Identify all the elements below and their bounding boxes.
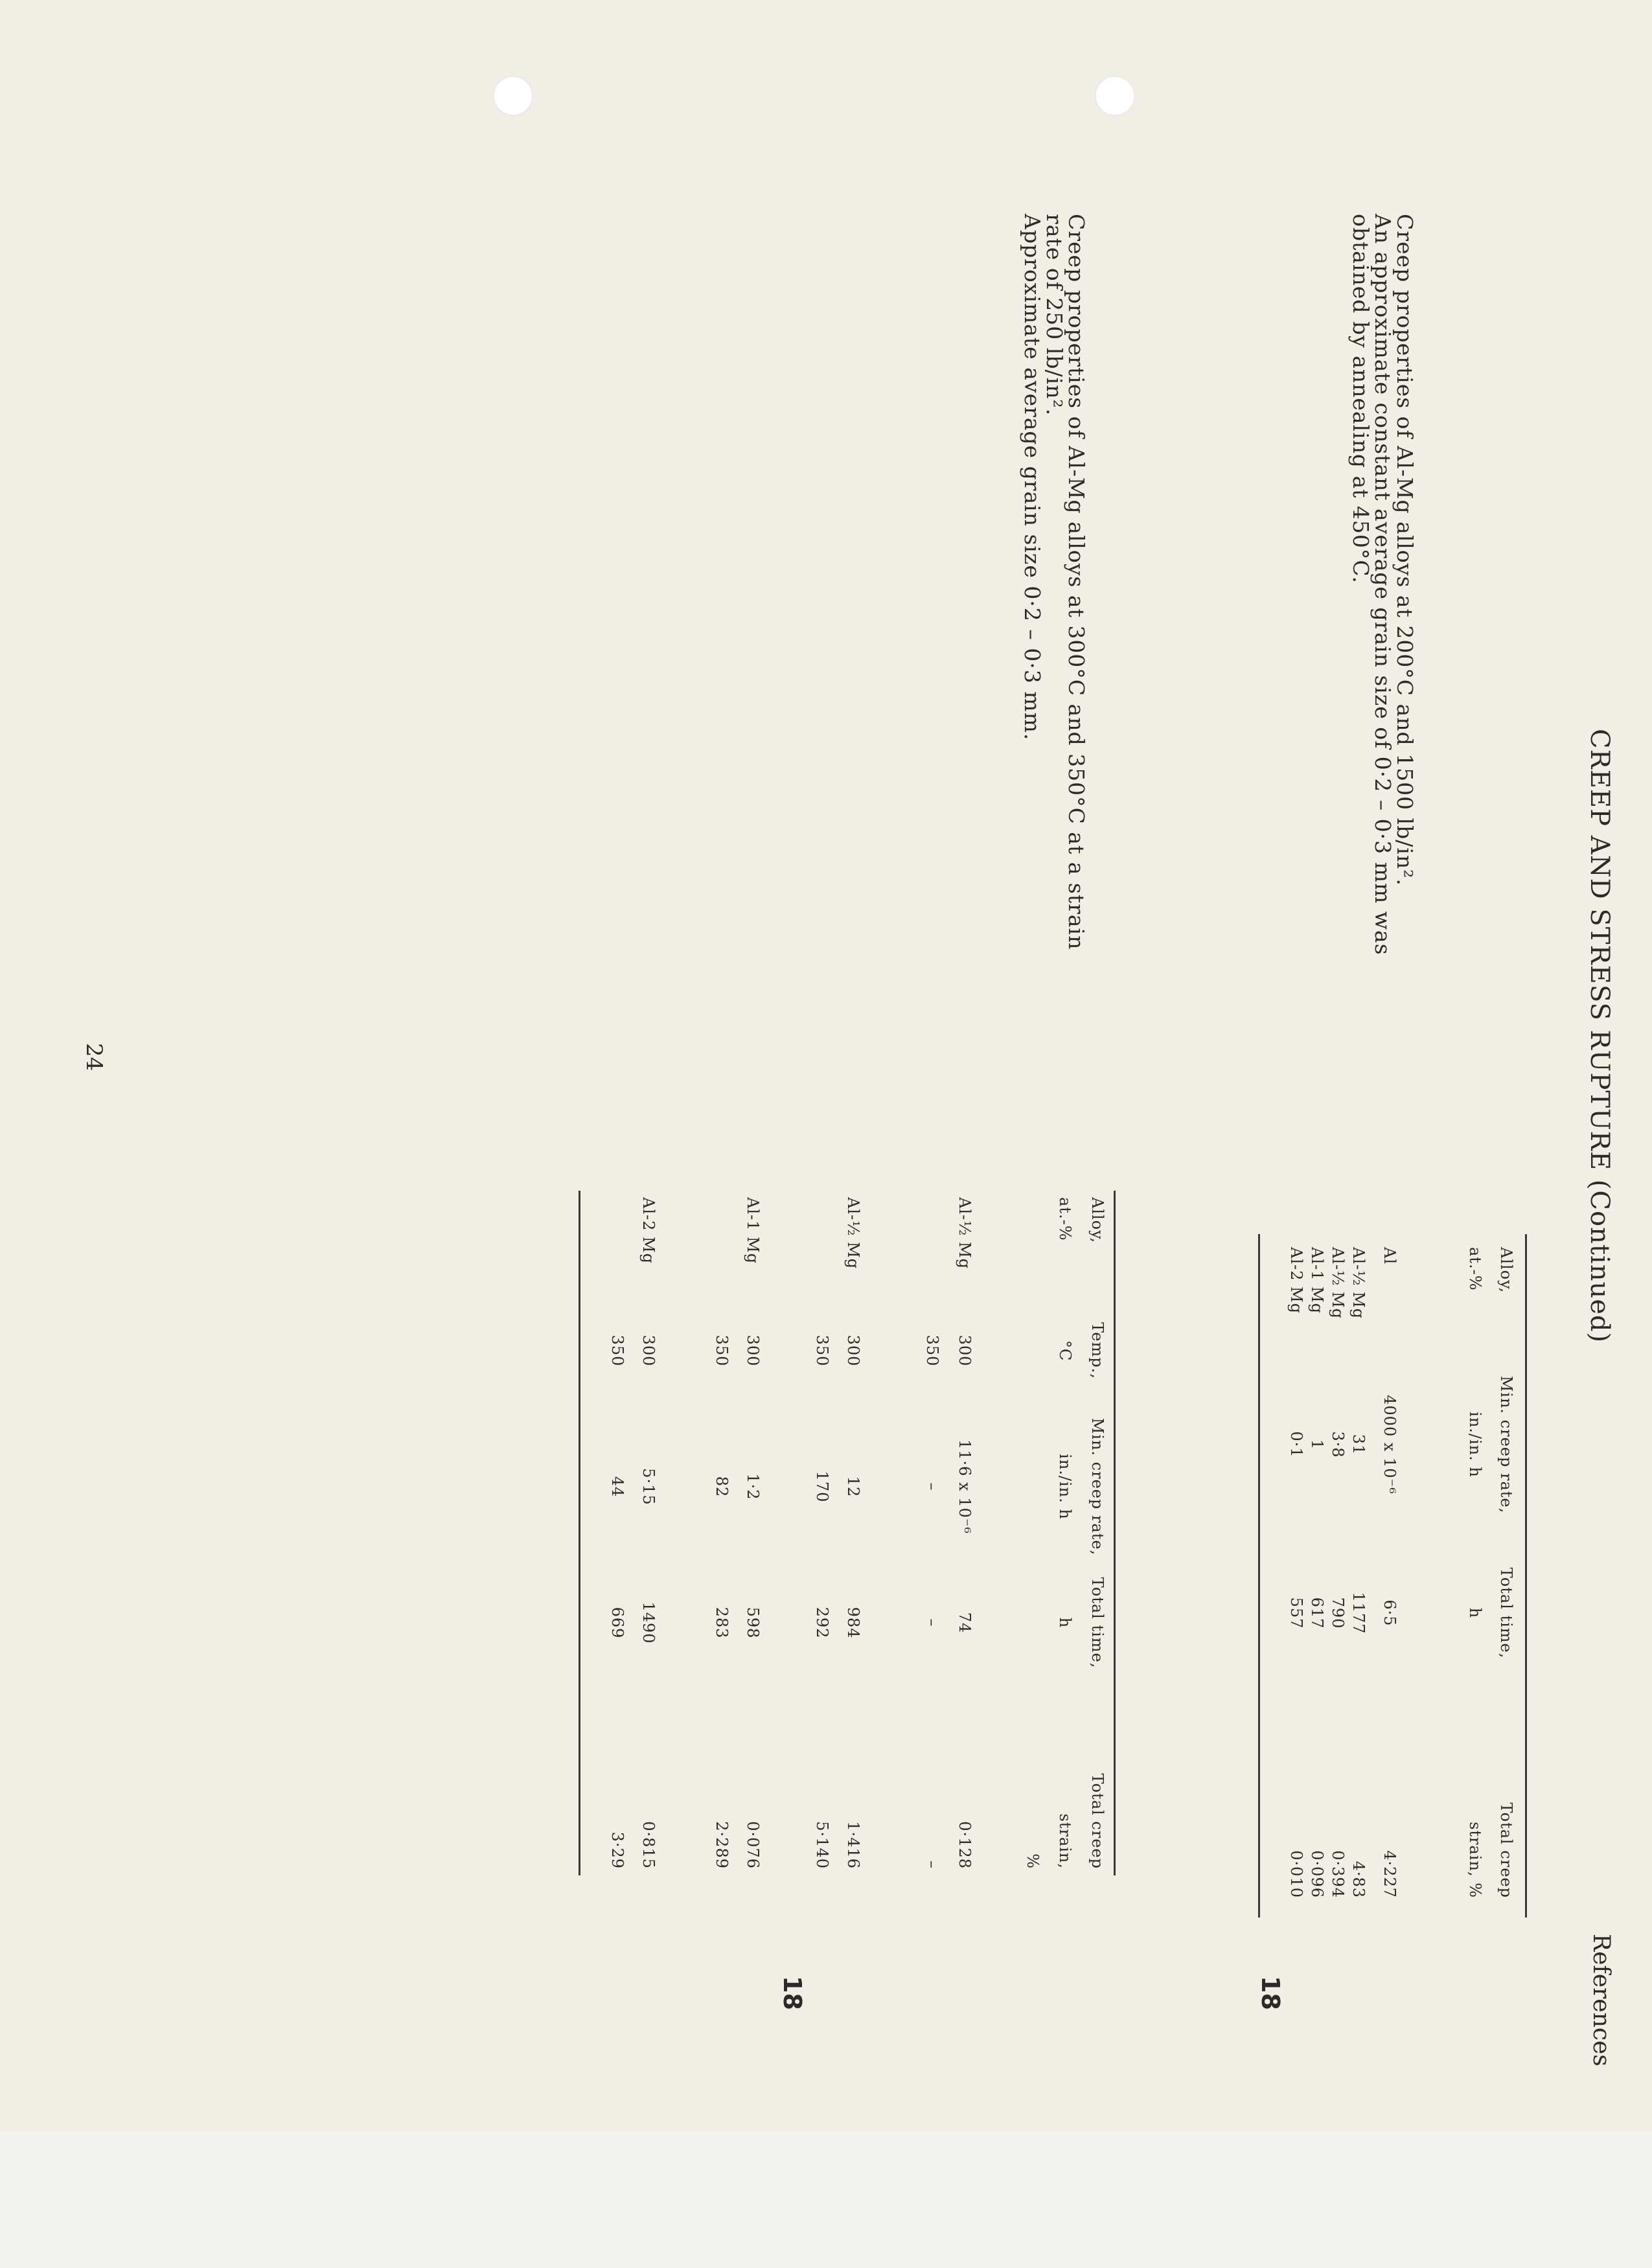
reference-number: 18 — [778, 1976, 807, 2010]
table-header: in./in. h — [1056, 1454, 1074, 1520]
table2-bottom-rule — [579, 1191, 580, 1875]
table-header: Total time, — [1088, 1577, 1107, 1669]
table-cell: Al-2 Mg — [639, 1197, 658, 1264]
description-line: An approximate constant average grain size of 0·2 – 0·3 mm was — [1370, 214, 1395, 956]
table-cell: 1 — [1308, 1439, 1326, 1450]
table-cell: 0·076 — [744, 1821, 762, 1869]
table-cell: 300 — [744, 1334, 762, 1367]
section2-description — [1021, 214, 1087, 950]
table-cell: 6·5 — [1381, 1599, 1399, 1627]
table2-top-rule — [1114, 1191, 1116, 1875]
table-cell: 283 — [713, 1607, 731, 1639]
table-cell: 557 — [1287, 1597, 1305, 1629]
table-cell: 300 — [844, 1334, 862, 1367]
table-cell: – — [923, 1482, 941, 1491]
table-cell: 300 — [956, 1334, 974, 1367]
table-header: at.-% — [1466, 1247, 1484, 1291]
table-cell: 598 — [744, 1607, 762, 1639]
table-cell: 0·394 — [1329, 1850, 1347, 1898]
table-header: Temp., — [1088, 1322, 1107, 1379]
table-cell: 1490 — [639, 1601, 658, 1644]
table-header: Alloy, — [1088, 1197, 1107, 1244]
table-cell: 4·83 — [1349, 1861, 1368, 1898]
table-cell: Al-1 Mg — [744, 1197, 762, 1264]
table-cell: Al-½ Mg — [844, 1197, 862, 1269]
table-header: Min. creep rate, — [1088, 1417, 1107, 1556]
table-header: °C — [1056, 1340, 1074, 1362]
table-cell: 790 — [1329, 1597, 1347, 1629]
table-cell: 0·010 — [1287, 1850, 1305, 1898]
table-cell: 1·2 — [744, 1473, 762, 1500]
table-cell: 617 — [1308, 1597, 1326, 1629]
table-cell: 350 — [923, 1334, 941, 1367]
table-cell: 3·29 — [608, 1831, 626, 1869]
table-cell: 1177 — [1349, 1592, 1368, 1634]
table-header: Total time, — [1497, 1567, 1515, 1659]
table-header: Alloy, — [1497, 1247, 1515, 1294]
table-cell: 0·815 — [639, 1821, 658, 1869]
table-cell: 350 — [813, 1334, 831, 1367]
table-cell: 350 — [608, 1334, 626, 1367]
table-cell: Al-½ Mg — [1329, 1247, 1347, 1319]
references-label: References — [1588, 1934, 1614, 2067]
table-cell: Al-1 Mg — [1308, 1247, 1326, 1314]
table1-bottom-rule — [1258, 1234, 1260, 1918]
table-header: in./in. h — [1466, 1412, 1484, 1478]
table-header: Total creep — [1088, 1773, 1107, 1869]
page-title: CREEP AND STRESS RUPTURE (Continued) — [1585, 729, 1614, 1344]
table-cell: 292 — [813, 1607, 831, 1639]
table-header: % — [1024, 1853, 1042, 1869]
description-line: rate of 250 lb/in². — [1042, 214, 1067, 417]
table-cell: 300 — [639, 1334, 658, 1367]
table-cell: – — [923, 1861, 941, 1869]
table-header: Total creep — [1497, 1802, 1515, 1898]
table-header: at.-% — [1056, 1197, 1074, 1241]
table-cell: 4000 x 10⁻⁶ — [1381, 1395, 1399, 1495]
table-cell: Al-2 Mg — [1287, 1247, 1305, 1314]
description-line: Approximate average grain size 0·2 – 0·3 mm. — [1020, 214, 1045, 741]
table-cell: Al — [1381, 1247, 1399, 1265]
table-cell: 74 — [956, 1612, 974, 1634]
table-cell: 0·128 — [956, 1821, 974, 1869]
table-cell: 5·15 — [639, 1468, 658, 1506]
table-cell: 1·416 — [844, 1821, 862, 1869]
table-cell: 12 — [844, 1476, 862, 1498]
table-header: Min. creep rate, — [1497, 1375, 1515, 1514]
table-cell: – — [923, 1618, 941, 1627]
table-cell: 0·096 — [1308, 1850, 1326, 1898]
section1-description — [1349, 214, 1416, 956]
table1-top-rule — [1525, 1234, 1527, 1918]
table-cell: 11·6 x 10⁻⁶ — [956, 1439, 974, 1535]
description-line: obtained by annealing at 450°C. — [1348, 214, 1373, 584]
table-cell: 5·140 — [813, 1821, 831, 1869]
table-cell: 44 — [608, 1476, 626, 1498]
description-line: Creep properties of Al-Mg alloys at 300°C and 350°C at a strain — [1064, 214, 1089, 950]
table-cell: 170 — [813, 1471, 831, 1503]
table-header: h — [1466, 1607, 1484, 1619]
table-cell: 0·1 — [1287, 1431, 1305, 1458]
table-header: h — [1056, 1617, 1074, 1629]
table-header: strain, — [1056, 1813, 1074, 1869]
table-cell: 31 — [1349, 1434, 1368, 1456]
table-cell: Al-½ Mg — [956, 1197, 974, 1269]
table-cell: 3·8 — [1329, 1431, 1347, 1458]
table-cell: 984 — [844, 1607, 862, 1639]
description-line: Creep properties of Al-Mg alloys at 200°C and 1500 lb/in². — [1392, 214, 1417, 886]
table-cell: 82 — [713, 1476, 731, 1498]
table-cell: 669 — [608, 1607, 626, 1639]
table-cell: 2·289 — [713, 1821, 731, 1869]
table-cell: 4·227 — [1381, 1850, 1399, 1898]
table-cell: Al-½ Mg — [1349, 1247, 1368, 1319]
page-number: 24 — [81, 1043, 107, 1071]
table-cell: 350 — [713, 1334, 731, 1367]
reference-number: 18 — [1256, 1976, 1285, 2010]
table-header: strain, % — [1466, 1822, 1484, 1898]
